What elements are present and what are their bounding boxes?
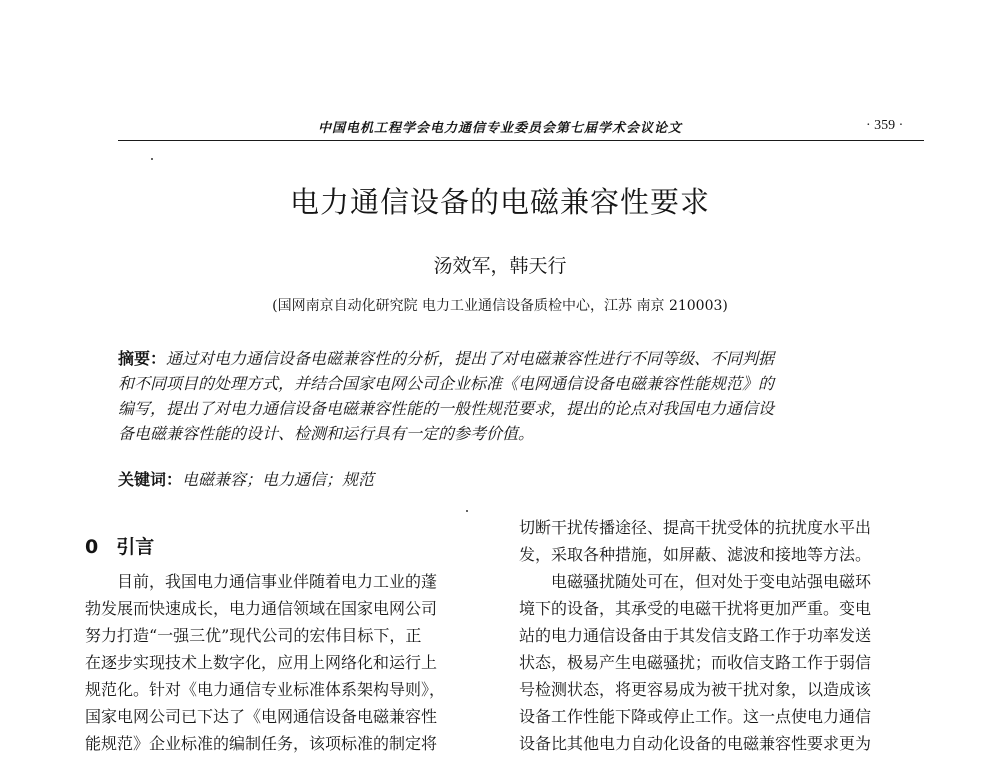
abstract-line: 备电磁兼容性能的设计、检测和运行具有一定的参考价值。 <box>118 424 535 443</box>
section-heading <box>85 532 154 559</box>
page-number: · 359 · <box>866 118 904 133</box>
body-line: 号检测状态，将更容易成为被干扰对象，以造成该 <box>519 680 872 699</box>
body-column-right <box>519 514 924 757</box>
running-header: 中国电机工程学会电力通信专业委员会第七届学术会议论文 <box>318 121 683 136</box>
body-line: 能规范》企业标准的编制任务，该项标准的制定将 <box>85 734 438 753</box>
body-line: 在逐步实现技术上数字化，应用上网络化和运行上 <box>85 653 438 672</box>
scan-speck <box>466 510 468 512</box>
body-line: 目前，我国电力通信事业伴随着电力工业的蓬 <box>85 572 438 591</box>
body-line: 发，采取各种措施，如屏蔽、滤波和接地等方法。 <box>519 545 872 564</box>
keywords <box>118 467 374 490</box>
body-line: 站的电力通信设备由于其发信支路工作于功率发送 <box>519 626 872 645</box>
header-rule <box>118 140 924 141</box>
paper-affiliation: (国网南京自动化研究院 电力工业通信设备质检中心，江苏 南京 210003) <box>272 298 728 314</box>
abstract-line: 编写，提出了对电力通信设备电磁兼容性能的一般性规范要求，提出的论点对我国电力通信设 <box>118 399 775 418</box>
abstract-line: 和不同项目的处理方式，并结合国家电网公司企业标准《电网通信设备电磁兼容性能规范》的 <box>118 374 775 393</box>
paper-authors: 汤效军，韩天行 <box>433 255 567 277</box>
section-number: 0 <box>85 536 99 558</box>
keywords-label: 关键词： <box>118 470 183 489</box>
body-line: 切断干扰传播途径、提高干扰受体的抗扰度水平出 <box>519 518 872 537</box>
body-line: 努力打造“一强三优”现代公司的宏伟目标下，正 <box>85 626 422 645</box>
body-line: 设备比其他电力自动化设备的电磁兼容性要求更为 <box>519 734 872 753</box>
scan-speck <box>151 158 153 160</box>
paper-title: 电力通信设备的电磁兼容性要求 <box>289 185 710 219</box>
body-column-left <box>85 568 500 757</box>
body-line: 状态，极易产生电磁骚扰；而收信支路工作于弱信 <box>519 653 872 672</box>
body-line: 电磁骚扰随处可在，但对处于变电站强电磁环 <box>519 572 872 591</box>
section-title: 引言 <box>116 536 155 558</box>
body-line: 国家电网公司已下达了《电网通信设备电磁兼容性 <box>85 707 438 726</box>
keywords-text: 电磁兼容；电力通信；规范 <box>182 470 375 489</box>
abstract <box>118 346 878 446</box>
abstract-line <box>118 346 878 371</box>
body-line: 境下的设备，其承受的电磁干扰将更加严重。变电 <box>519 599 872 618</box>
body-line: 规范化。针对《电力通信专业标准体系架构导则》， <box>85 680 446 699</box>
body-line: 设备工作性能下降或停止工作。这一点使电力通信 <box>519 707 872 726</box>
body-line: 勃发展而快速成长，电力通信领域在国家电网公司 <box>85 599 438 618</box>
abstract-label: 摘要： <box>118 349 167 368</box>
abstract-text: 通过对电力通信设备电磁兼容性的分析，提出了对电磁兼容性进行不同等级、不同判据 <box>166 349 775 368</box>
